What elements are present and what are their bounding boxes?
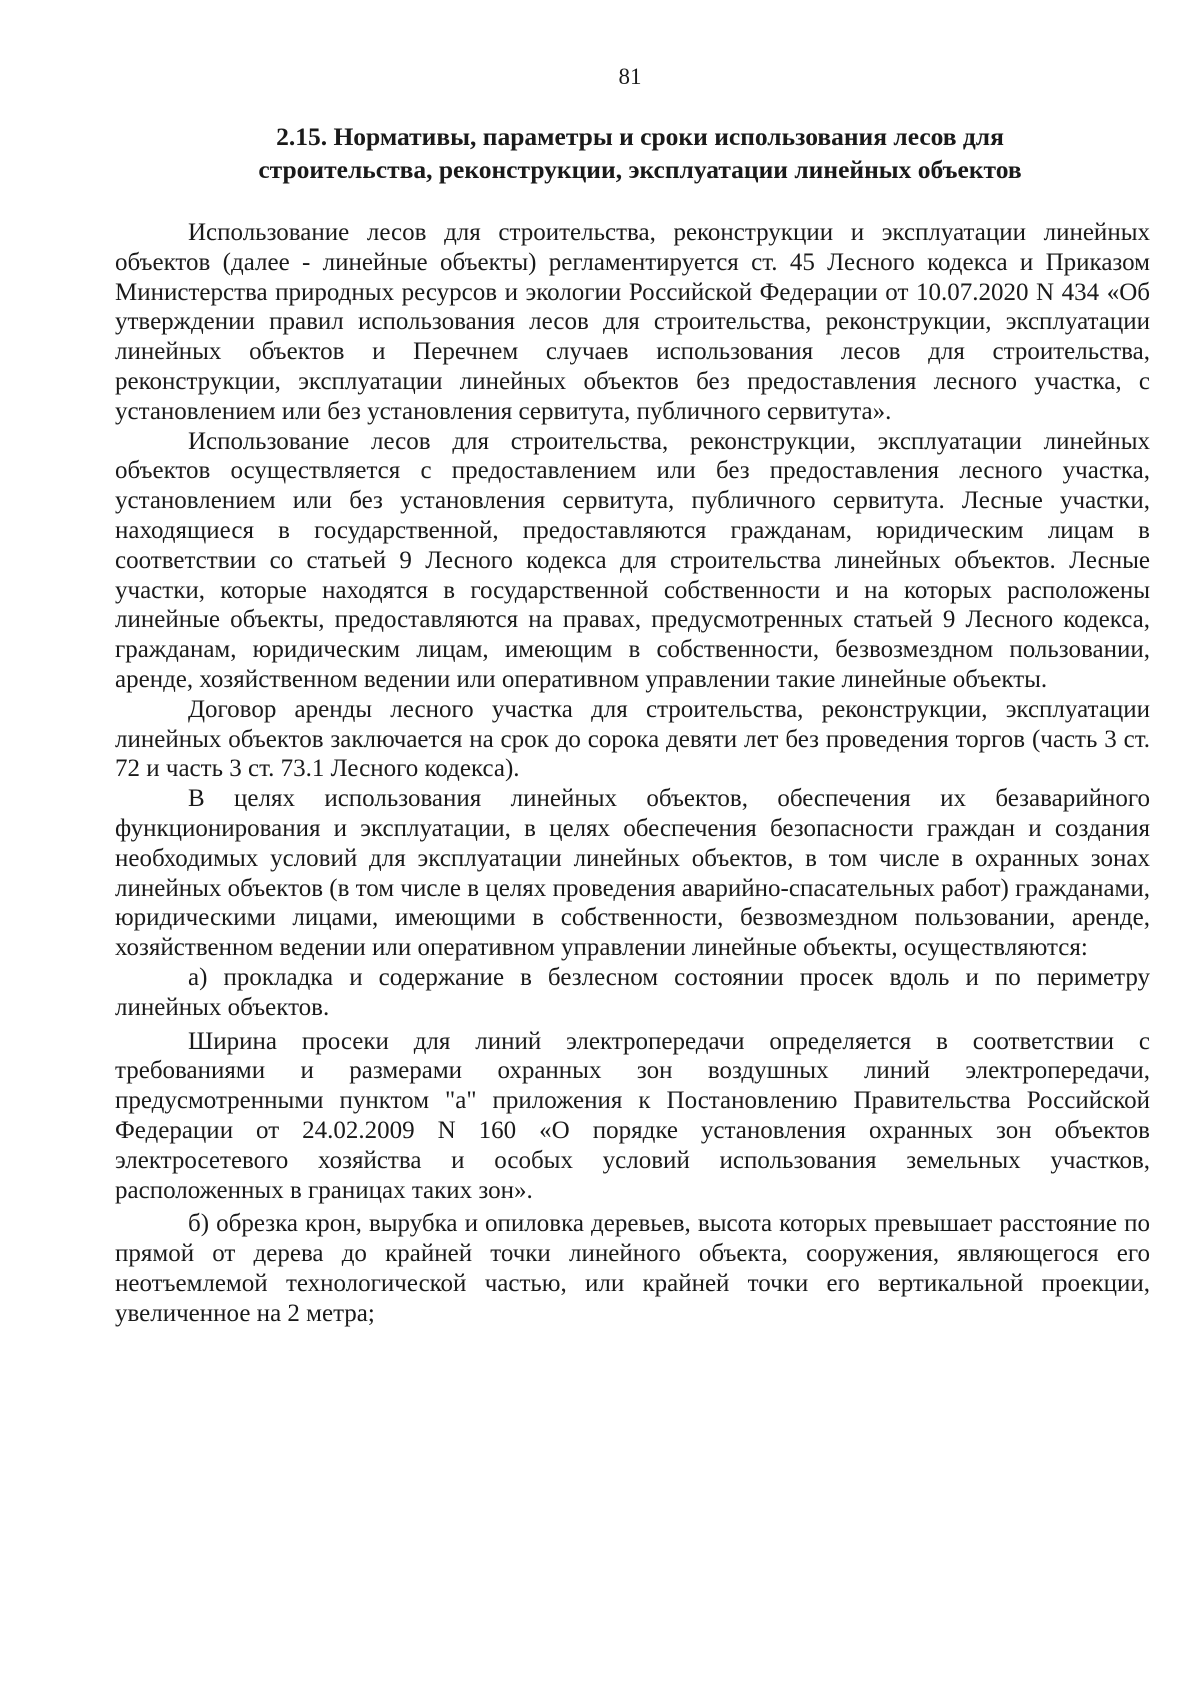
paragraph-lease-term: Договор аренды лесного участка для строительства, реконструкции, эксплуатации линейных объектов заключается на срок до сорока девяти лет без проведения торгов (часть 3 ст. 72 и часть 3 ст. 73.1 Лесного кодекса). xyxy=(115,695,1150,783)
paragraph-operation-purposes: В целях использования линейных объектов, обеспечения их безаварийного функционирования и эксплуатации, в целях обеспечения безопасности граждан и создания необходимых условий для эксплуатации линейных объектов, в том числе в охранных зонах линейных объектов (в том числе в целях проведения аварийно-спасательных работ) гражданами, юридическими лицами, имеющими в собственности, безвозмездном пользовании, аренде, хозяйственном ведении или оперативном управлении линейные объекты, осуществляются: xyxy=(115,785,1150,962)
list-item-b: б) обрезка крон, вырубка и опиловка деревьев, высота которых превышает расстояние по прямой от дерева до крайней точки линейного объекта, сооружения, являющегося его неотъемлемой технологической частью, или крайней точки его вертикальной проекции, увеличенное на 2 метра; xyxy=(115,1210,1150,1327)
section-heading-line-2: строительства, реконструкции, эксплуатации линейных объектов xyxy=(258,155,1022,184)
document-body xyxy=(115,218,1150,1328)
paragraph-land-provision: Использование лесов для строительства, реконструкции, эксплуатации линейных объектов осуществляется с предоставлением или без предоставления лесного участка, установлением или без установления сервитута, публичного сервитута. Лесные участки, находящиеся в государственной, предоставляются гражданам, юридическим лицам в соответствии со статьей 9 Лесного кодекса для строительства линейных объектов. Лесные участки, которые находятся в государственной собственности и на которых расположены линейные объекты, предоставляются на правах, предусмотренных статьей 9 Лесного кодекса, гражданам, юридическим лицам, имеющим в собственности, безвозмездном пользовании, аренде, хозяйственном ведении или оперативном управлении такие линейные объекты. xyxy=(115,427,1150,693)
list-item-a: а) прокладка и содержание в безлесном состоянии просек вдоль и по периметру линейных объектов. xyxy=(115,963,1150,1021)
paragraph-clearing-width: Ширина просеки для линий электропередачи определяется в соответствии с требованиями и размерами охранных зон воздушных линий электропередачи, предусмотренными пунктом "а" приложения к Постановлению Правительства Российской Федерации от 24.02.2009 N 160 «О порядке установления охранных зон объектов электросетевого хозяйства и особых условий использования земельных участков, расположенных в границах таких зон». xyxy=(115,1027,1150,1204)
section-heading-line-1: 2.15. Нормативы, параметры и сроки использования лесов для xyxy=(276,122,1004,151)
paragraph-legal-basis: Использование лесов для строительства, реконструкции и эксплуатации линейных объектов (далее - линейные объекты) регламентируется ст. 45 Лесного кодекса и Приказом Министерства природных ресурсов и экологии Российской Федерации от 10.07.2020 N 434 «Об утверждении правил использования лесов для строительства, реконструкции, эксплуатации линейных объектов и Перечнем случаев использования лесов для строительства, реконструкции, эксплуатации линейных объектов без предоставления лесного участка, с установлением или без установления сервитута, публичного сервитута». xyxy=(115,219,1150,425)
page-number: 81 xyxy=(618,64,642,89)
section-heading xyxy=(200,120,1080,186)
